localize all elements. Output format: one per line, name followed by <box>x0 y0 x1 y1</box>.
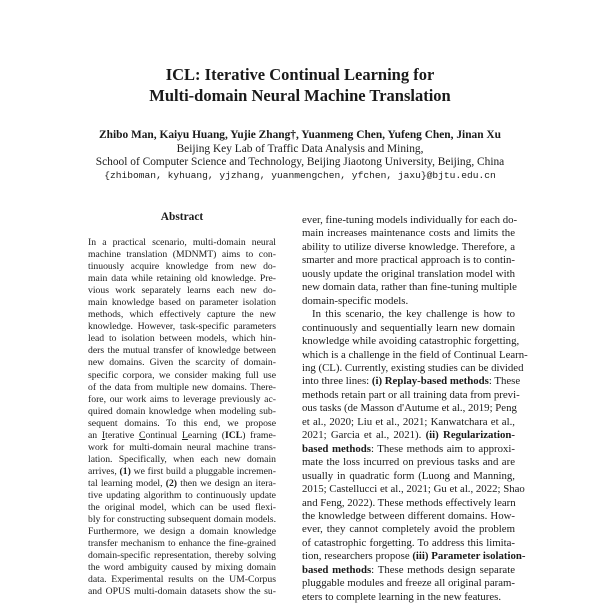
text-span: we first build a pluggable incremen- <box>130 465 276 477</box>
bold-text: (2) <box>165 477 178 489</box>
text-line: data. Experimental results on the UM-Corpus <box>88 574 276 586</box>
text-line: domain-specific models. <box>302 294 409 307</box>
text-line <box>88 478 276 490</box>
text-line: Furthermore, we design a domain knowledge <box>88 526 276 538</box>
text-line: sequent domains. To this end, we propose <box>88 417 276 429</box>
text-line: machine translation (MDNMT) aims to con- <box>88 249 276 261</box>
text-line: main knowledge based on parameter isolation <box>88 297 276 309</box>
text-line: ous tasks (de Masson d'Autume et al., 2019; Peng <box>302 402 517 415</box>
bold-text: (i) Replay-based methods <box>371 375 489 388</box>
underlined-letter: C <box>138 429 146 441</box>
text-span: : These methods aim to approxi- <box>370 442 515 455</box>
text-line: vious work separately learns each new do- <box>88 285 276 297</box>
text-line: ability to utilize diverse knowledge. Therefore, a <box>302 240 515 253</box>
text-line: and OPUS multi-domain datasets show the su- <box>88 586 276 598</box>
text-line: tive updating algorithm to continuously update <box>88 489 276 501</box>
text-line: pluggable modules and freeze all original param- <box>302 577 515 590</box>
text-line: fore, our work aims to leverage previously ac- <box>88 393 276 405</box>
text-line: smarter and more practical approach is to contin- <box>302 254 515 267</box>
author-list: Zhibo Man, Kaiyu Huang, Yujie Zhang†, Yuanmeng Chen, Yufeng Chen, Jinan Xu <box>99 129 501 141</box>
bold-text: ICL <box>224 429 243 441</box>
text-line: the word ambiguity caused by mixing domain <box>88 562 276 574</box>
bold-text: (1) <box>119 465 131 477</box>
text-span: ontinual <box>145 429 182 441</box>
text-line: methods retain part or all training data from previ- <box>302 388 520 401</box>
author-emails: {zhiboman, kyhuang, yjzhang, yuanmengchen, yfchen, jaxu}@bjtu.edu.cn <box>104 170 496 181</box>
text-line: specific corpora, we consider making full use <box>88 369 276 381</box>
text-span: then we design an itera- <box>177 477 276 489</box>
text-line: the knowledge between different domains. How- <box>302 509 515 522</box>
text-line: lation. Specifically, when each new domain <box>88 453 276 465</box>
text-line: transfer mechanism to enhance the fine-grained <box>88 538 276 550</box>
text-span: terative <box>105 429 139 441</box>
abstract-body <box>88 237 276 598</box>
bold-text: based methods <box>302 442 371 455</box>
text-line: 2015; Castellucci et al., 2021; Gu et al., 2022; Shao <box>302 483 525 496</box>
text-line: domain-specific representation, thereby solving <box>88 550 276 562</box>
text-line: main data while retaining old knowledge. Pre- <box>88 273 276 285</box>
text-line: ders the mutual transfer of knowledge between <box>88 345 276 357</box>
text-line: new domains. Given the scarcity of domain- <box>88 357 276 369</box>
text-line: of the data from multiple new domains. There- <box>88 381 276 393</box>
text-span: : These <box>488 375 521 388</box>
text-line: usually in quadratic form (Luong and Manning, <box>302 469 515 482</box>
text-line: ever, they cannot completely avoid the problem <box>302 523 515 536</box>
text-line: knowledge while avoiding catastrophic forgetting, <box>302 335 520 348</box>
text-line: uously update the original translation model with <box>302 267 515 280</box>
text-span: 2021; Garcia et al., 2021). <box>302 429 426 442</box>
text-line: knowledge. However, task-specific parameters <box>88 321 276 333</box>
underlined-letter: I <box>101 429 106 441</box>
text-line: of catastrophic forgetting. To address this limita- <box>302 536 515 549</box>
text-span: an <box>88 429 102 441</box>
text-line: eters to complete learning in the new features. <box>302 590 502 603</box>
text-line: methods, which effectively capture the new <box>88 309 276 321</box>
text-line: tinuously acquire knowledge from new do- <box>88 261 276 273</box>
text-line <box>302 564 515 577</box>
text-line: work for multi-domain neural machine trans- <box>88 441 276 453</box>
paper-title <box>0 64 600 106</box>
text-line: In a practical scenario, multi-domain neural <box>88 237 276 248</box>
affiliation-line: Beijing Key Lab of Traffic Data Analysis and Mining, <box>176 143 424 155</box>
bold-text: based methods <box>302 563 372 576</box>
text-span: ) frame- <box>242 429 276 441</box>
text-span: arrives, <box>88 465 120 477</box>
text-line: main increases maintenance costs and limits the <box>302 227 515 240</box>
text-line: quired domain knowledge when modeling sub- <box>88 405 276 417</box>
bold-text: (iii) Parameter isolation- <box>412 550 526 563</box>
text-line: et al., 2020; Liu et al., 2021; Kanwatchara et al., <box>302 415 515 428</box>
text-line: and Feng, 2022). These methods effectively learn <box>302 496 516 509</box>
text-line: mate the loss incurred on previous tasks and are <box>302 456 515 469</box>
text-line: the original model, which can be used flexi- <box>88 502 276 514</box>
text-line: continuously and sequentially learn new domain <box>302 321 515 334</box>
text-line: ever, fine-tuning models individually for each do- <box>302 214 518 226</box>
text-span: tal learning model, <box>88 477 166 489</box>
text-line: which is a challenge in the field of Continual Learn- <box>302 348 528 361</box>
text-line: new domain data, rather than fine-tuning multiple <box>302 281 517 294</box>
text-line: In this scenario, the key challenge is how to <box>312 308 515 321</box>
text-line: ing (CL). Currently, existing studies can be divided <box>302 361 524 374</box>
abstract-heading: Abstract <box>160 211 204 223</box>
text-line: bly for constructing subsequent domain models. <box>88 514 276 526</box>
text-line <box>88 466 276 478</box>
title-line: Multi-domain Neural Machine Translation <box>149 86 451 105</box>
text-span: earning ( <box>187 429 225 441</box>
title-line: ICL: Iterative Continual Learning for <box>165 65 435 84</box>
text-span: : These methods design separate <box>371 563 515 576</box>
text-line <box>302 550 526 563</box>
affiliation-line: School of Computer Science and Technology, Beijing Jiaotong University, Beijing, China <box>95 156 505 169</box>
introduction-body <box>302 214 528 604</box>
text-span: tion, researchers propose <box>302 550 413 563</box>
text-line: lead to isolation between models, which hin- <box>88 333 276 345</box>
text-line <box>302 429 515 442</box>
text-span: into three lines: <box>302 375 372 388</box>
bold-text: (ii) Regularization- <box>425 429 516 442</box>
affiliation <box>0 143 600 169</box>
underlined-letter: L <box>181 429 188 441</box>
text-line <box>88 430 276 442</box>
text-line <box>302 375 521 388</box>
text-line <box>302 443 515 456</box>
